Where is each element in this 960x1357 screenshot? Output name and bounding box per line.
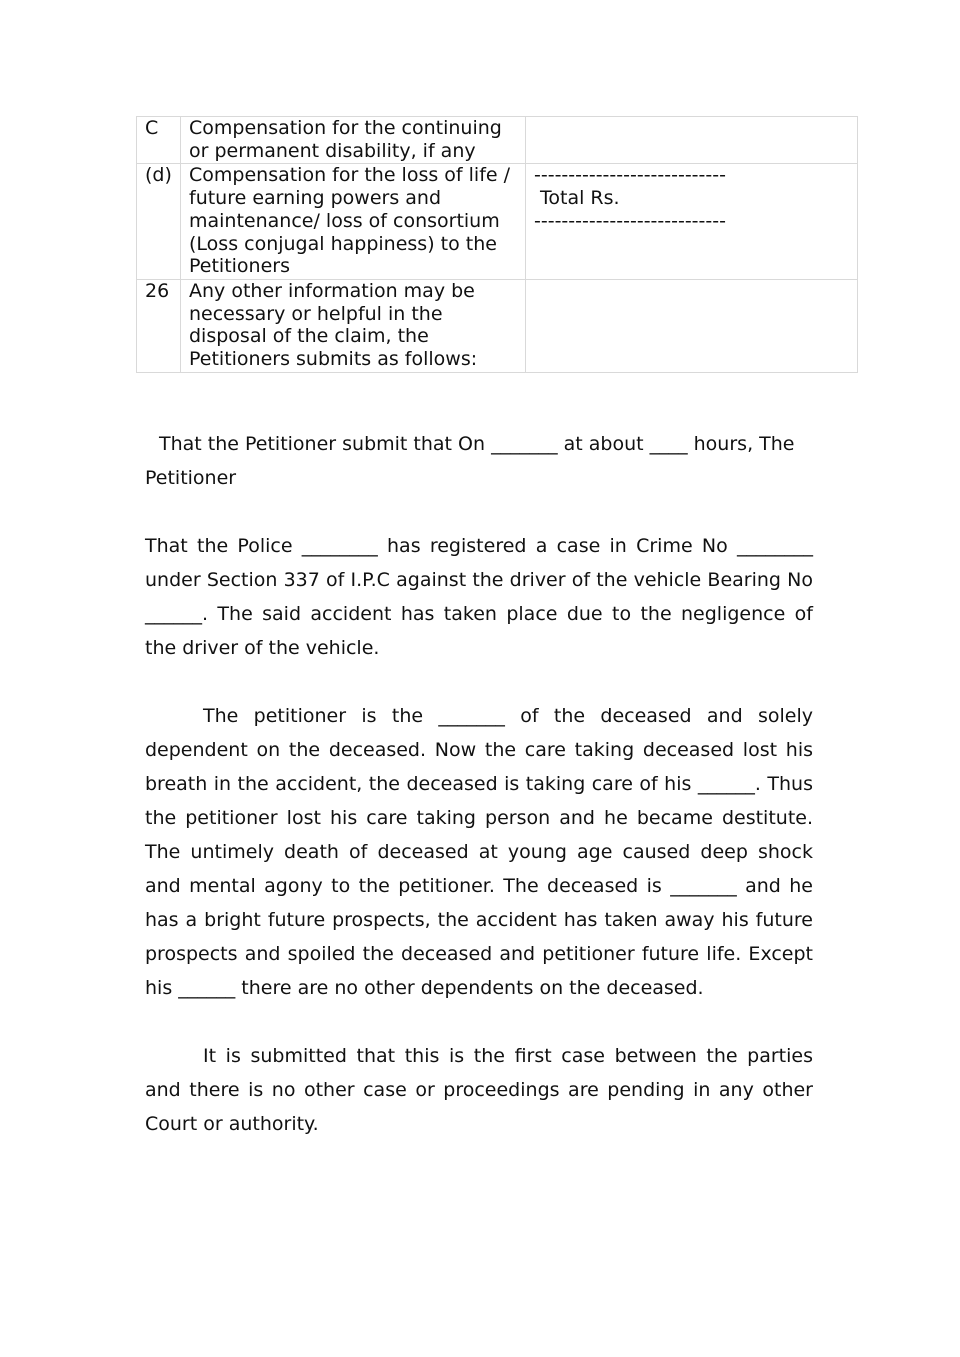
paragraph-incident: That the Petitioner submit that On _______ at about ____ hours, The Petitioner [145, 433, 795, 489]
item-description: Any other information may be necessary or helpful in the disposal of the claim, the Petitioners submits as follows: [181, 279, 526, 372]
petition-body [145, 427, 813, 1175]
claim-table [136, 116, 858, 373]
item-value [526, 279, 858, 372]
table-row [137, 279, 858, 372]
item-description: Compensation for the continuing or permanent disability, if any [181, 117, 526, 164]
paragraph-dependency: The petitioner is the _______ of the deceased and solely dependent on the deceased. Now the care taking deceased lost his breath in the accident, the deceased is taking care of his ______. Thus the petitioner lost his care taking person and he became destitute. The untimely death of deceased at young age caused deep shock and mental agony to the petitioner. The deceased is _______ and he has a bright future prospects, the accident has taken away his future prospects and spoiled the deceased and petitioner future life. Except his ______ there are no other dependents on the deceased. [145, 705, 813, 999]
item-value [526, 117, 858, 164]
item-description: Compensation for the loss of life / future earning powers and maintenance/ loss of consortium (Loss conjugal happiness) to the Petitioners [181, 164, 526, 280]
item-value [526, 164, 858, 280]
dash-separator: ---------------------------- [534, 164, 726, 187]
total-label: Total Rs. [540, 187, 620, 210]
dash-separator: ---------------------------- [534, 209, 726, 232]
item-number: 26 [137, 279, 181, 372]
table-row [137, 117, 858, 164]
paragraph-no-other-case: It is submitted that this is the first case between the parties and there is no other case or proceedings are pending in any other Court or authority. [145, 1045, 813, 1135]
paragraph-police-case: That the Police ________ has registered a case in Crime No ________ under Section 337 of I.P.C against the driver of the vehicle Bearing No ______. The said accident has taken place due to the negligence of the driver of the vehicle. [145, 535, 813, 659]
table-row [137, 164, 858, 280]
item-number: (d) [137, 164, 181, 280]
item-number: C [137, 117, 181, 164]
